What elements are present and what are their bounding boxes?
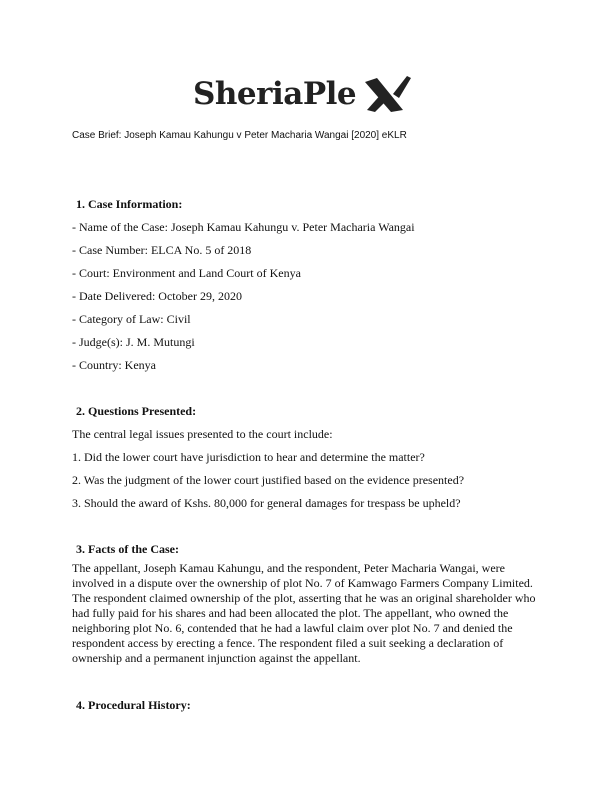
facts-line: ownership and a permanent injunction against the appellant. bbox=[72, 651, 361, 665]
case-info-item: - Category of Law: Civil bbox=[72, 312, 191, 326]
document-subtitle: Case Brief: Joseph Kamau Kahungu v Peter Macharia Wangai [2020] eKLR bbox=[72, 130, 407, 141]
facts-line: had fully paid for his shares and had been allocated the plot. The appellant, who owned the bbox=[72, 606, 509, 620]
x-mark-icon bbox=[363, 74, 411, 114]
question-item: 1. Did the lower court have jurisdiction to hear and determine the matter? bbox=[72, 450, 425, 464]
facts-line: respondent access by erecting a fence. The respondent filed a suit seeking a declaration of bbox=[72, 636, 504, 650]
facts-line: neighboring plot No. 6, contended that he had a lawful claim over plot No. 7 and denied the bbox=[72, 621, 513, 635]
case-info-item: - Name of the Case: Joseph Kamau Kahungu v. Peter Macharia Wangai bbox=[72, 220, 415, 234]
case-info-item: - Date Delivered: October 29, 2020 bbox=[72, 289, 242, 303]
facts-line: The respondent claimed ownership of the plot, asserting that he was an original shareholder who bbox=[72, 591, 536, 605]
question-item: 3. Should the award of Kshs. 80,000 for general damages for trespass be upheld? bbox=[72, 496, 461, 510]
case-info-item: - Judge(s): J. M. Mutungi bbox=[72, 335, 195, 349]
case-info-item: - Case Number: ELCA No. 5 of 2018 bbox=[72, 243, 252, 257]
section-heading-procedural-history: 4. Procedural History: bbox=[76, 698, 191, 712]
section-heading-questions-presented: 2. Questions Presented: bbox=[76, 404, 197, 418]
section-heading-facts: 3. Facts of the Case: bbox=[76, 542, 179, 556]
facts-paragraph bbox=[72, 561, 542, 666]
case-info-item: - Court: Environment and Land Court of Kenya bbox=[72, 266, 301, 280]
section-heading-case-information: 1. Case Information: bbox=[76, 197, 183, 211]
logo-text: SheriaPle bbox=[193, 76, 357, 112]
case-info-item: - Country: Kenya bbox=[72, 358, 156, 372]
sheriaplex-logo bbox=[193, 72, 423, 120]
questions-intro: The central legal issues presented to the court include: bbox=[72, 427, 333, 441]
question-item: 2. Was the judgment of the lower court justified based on the evidence presented? bbox=[72, 473, 465, 487]
facts-line: The appellant, Joseph Kamau Kahungu, and the respondent, Peter Macharia Wangai, were bbox=[72, 561, 505, 575]
facts-line: involved in a dispute over the ownership of plot No. 7 of Kamwago Farmers Company Limited. bbox=[72, 576, 533, 590]
